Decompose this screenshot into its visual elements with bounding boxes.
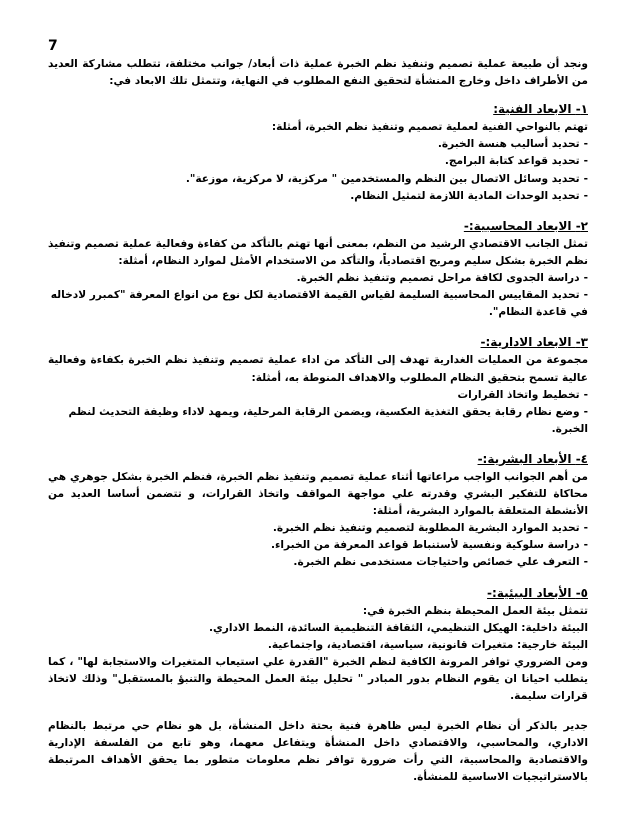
bullet-list [48,387,588,438]
list-item: -دراسة سلوكية ونفسية لأستنباط قواعد المعرفة من الخبراء. [270,539,588,552]
section-title [48,218,588,235]
section-human [48,451,588,572]
section-heading: الابعاد الادارية:- [480,335,572,350]
bullet-list [48,270,588,321]
section-number: ٤- [575,451,588,466]
section-heading: الابعاد المحاسبية:- [463,218,572,233]
section-number: ٥- [575,585,588,600]
section-administrative [48,334,588,438]
intro-paragraph: ونجد أن طبيعة عملية تصميم وتنفيذ نظم الخبرة عملية ذات أبعاد/ جوانب مختلفة، تتطلب مشاركة العديد من الأطراف داخل وخارج المنشأة لتحقيق النفع المطلوب في النهاية، وتتمثل تلك الابعاد في: [48,58,588,88]
list-item: -وضع نظام رقابة يحقق التغذية العكسية، ويضمن الرقابة المرحلية، ويمهد لاداء وظيفة التحديث لنظم الخبرة. [68,405,588,435]
section-technical [48,101,588,205]
section-environmental [48,585,588,706]
list-item: -تحديد أساليب هنسة الخبرة. [437,138,588,151]
text-line: البيئة خارجية: متغيرات قانونية، سياسية، اقتصادية، واجتماعية. [267,638,588,651]
list-item: -تحديد الوحدات المادية اللازمة لتمثيل النظام. [350,189,588,202]
list-item: -التعرف علي خصائص واحتياجات مستخدمى نظم الخبرة. [293,556,588,569]
bullet-list [48,520,588,571]
bullet-list [48,136,588,204]
list-item: -تخطيط واتخاذ القرارات [457,388,588,401]
list-item: -تحديد الموارد البشرية المطلوبة لتصميم وتنفيذ نظم الخبرة. [272,522,588,535]
section-heading: الابعاد الفنية: [493,102,572,117]
closing-paragraph: جدير بالذكر أن نظام الخبرة ليس ظاهرة فنية بحتة داخل المنشأة، بل هو نظام حي مرتبط بالنظام الاداري، والمحاسبي، والاقتصادي داخل المنشأة ويتفاعل معهما، وهو تابع من الفلسفة الإدارية والاقتصادية والمحاسبية، التي رأت ضرورة توافر نظم معلومات متطور بما يحقق الأهداف المرتبطة بالاستراتيجيات الاساسية للمنشأة. [48,720,588,784]
section-title [48,451,588,468]
section-title [48,334,588,351]
section-title [48,585,588,602]
section-heading: الأبعاد البشرية:- [477,451,572,466]
section-number: ٢- [575,218,588,233]
section-number: ٣- [575,335,588,350]
section-accounting [48,218,588,322]
list-item: -دراسة الجدوى لكافة مراحل تصميم وتنفيذ نظم الخبرة. [296,272,588,285]
section-body: تتمثل بيئة العمل المحيطة بنظم الخبرة في: [362,604,588,617]
text-line: البيئة داخلية: الهيكل التنظيمي، الثقافة التنظيمية السائدة، النمط الاداري. [208,621,588,634]
section-heading: الأبعاد البيئية:- [487,585,572,600]
page-number: 7 [48,38,58,54]
text-line: ومن الضروري توافر المرونة الكافية لنظم الخبرة "القدرة علي استيعاب المتغيرات والاستجابة لها" ، كما يتطلب احيانا ان يقوم النظام بدور المبادر " تحليل بيئة العمل المحيطة والتنبؤ بالمستقبل" وذلك لاتخاذ قرارات سليمة. [48,655,588,703]
section-body: تمثل الجانب الاقتصادي الرشيد من النظم، بمعنى أنها تهتم بالتأكد من كفاءة وفعالية عملية تصميم وتنفيذ نظم الخبرة بشكل سليم ومربح اقتصادياً، والتأكد من الاستخدام الأمثل لموارد النظام، أمثلة: [48,237,588,267]
section-body: من أهم الجوانب الواجب مراعاتها أثناء عملية تصميم وتنفيذ نظم الخبرة، فنظم الخبرة بشكل جوهري هي محاكاة للتفكير البشري وقدرته علي مواجهة المواقف واتخاذ القرارات، و تتضمن أساسا العديد من الأنشطة المتعلقة بالموارد البشرية، أمثلة: [48,470,588,518]
section-title [48,101,588,118]
document-body [48,56,588,787]
section-body: مجموعة من العمليات الغدارية تهدف إلى التأكد من اداء عملية تصميم وتنفيذ نظم الخبرة بكفاءة وفعالية عالية تسمح بتحقيق النظام المطلوب والاهداف المنوطة به، أمثلة: [48,354,588,384]
list-item: -تحديد قواعد كتابة البرامج. [444,155,588,168]
section-body: تهتم بالنواحي الفنية لعملية تصميم وتنفيذ نظم الخبرة، أمثلة: [271,121,588,134]
section-number: ١- [575,102,588,117]
list-item: -تحديد وسائل الاتصال بين النظم والمستخدمين " مركزية، لا مركزية، موزعة". [185,172,588,185]
list-item: -تحديد المقاييس المحاسبية السليمة لقياس القيمة الاقتصادية لكل نوع من انواع المعرفة "كمبرر لادخاله في قاعدة النظام". [50,289,588,319]
